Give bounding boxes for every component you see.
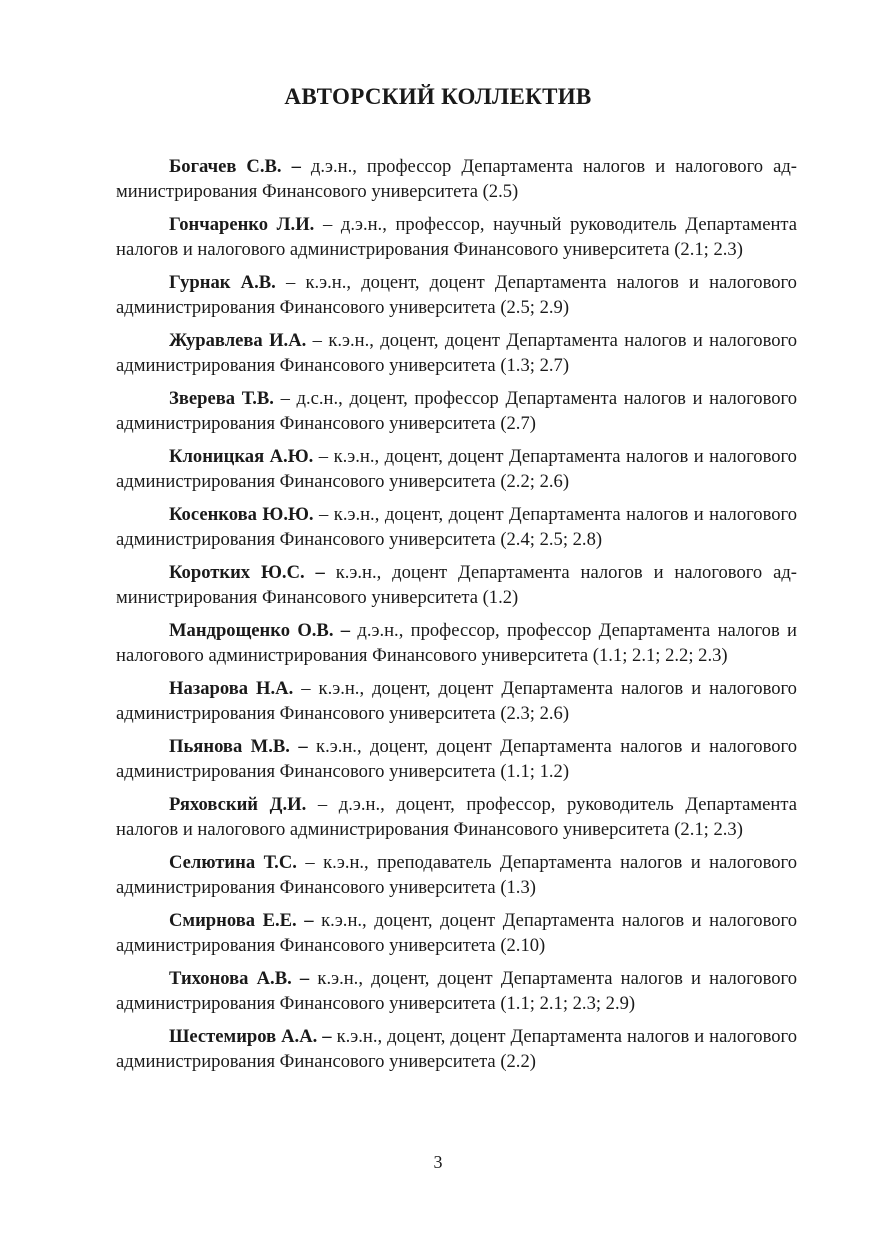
author-description: – д.э.н., доцент, профессор, руководитель Департамента налогов и налогового администрирования Финансового университета (2.1; 2.3) bbox=[116, 794, 797, 840]
author-description: д.э.н., профессор, профессор Департамента налогов и налогового администрирования Финансового университета (1.1; 2.1; 2.2; 2.3) bbox=[116, 620, 797, 666]
author-description: к.э.н., доцент, доцент Департамента налогов и налогового администрирования Финансового университета (2.10) bbox=[116, 910, 797, 956]
author-name: Зверева Т.В. bbox=[169, 388, 274, 409]
author-entry bbox=[116, 560, 797, 610]
author-description: – к.э.н., доцент, доцент Департамента налогов и налогового администрирования Финансового университета (2.4; 2.5; 2.8) bbox=[116, 504, 797, 550]
author-name: Мандрощенко О.В. – bbox=[169, 620, 351, 641]
author-name: Тихонова А.В. – bbox=[169, 968, 310, 989]
author-name: Шестемиров А.А. – bbox=[169, 1026, 332, 1047]
author-description: – к.э.н., доцент, доцент Департамента налогов и налогового администрирования Финансового университета (2.3; 2.6) bbox=[116, 678, 797, 724]
author-description: к.э.н., доцент, доцент Департамента налогов и налогового администрирования Финансового университета (1.1; 2.1; 2.3; 2.9) bbox=[116, 968, 797, 1014]
author-list bbox=[116, 154, 797, 1082]
author-name: Клоницкая А.Ю. bbox=[169, 446, 314, 467]
author-name: Гурнак А.В. bbox=[169, 272, 276, 293]
author-description: д.э.н., профессор Департамента налогов и налогового администрирования Финансового университета (2.5) bbox=[116, 156, 797, 202]
author-name: Косенкова Ю.Ю. bbox=[169, 504, 314, 525]
author-name: Пьянова М.В. – bbox=[169, 736, 308, 757]
author-name: Селютина Т.С. bbox=[169, 852, 297, 873]
page-number: 3 bbox=[433, 1152, 443, 1172]
author-entry bbox=[116, 444, 797, 494]
author-name: Смирнова Е.Е. – bbox=[169, 910, 314, 931]
author-description: к.э.н., доцент, доцент Департамента налогов и налогового администрирования Финансового университета (2.2) bbox=[116, 1026, 797, 1072]
author-description: к.э.н., доцент, доцент Департамента налогов и налогового администрирования Финансового университета (1.1; 1.2) bbox=[116, 736, 797, 782]
author-name: Назарова Н.А. bbox=[169, 678, 294, 699]
author-entry bbox=[116, 676, 797, 726]
author-entry bbox=[116, 908, 797, 958]
author-entry bbox=[116, 328, 797, 378]
author-entry bbox=[116, 850, 797, 900]
author-entry bbox=[116, 386, 797, 436]
author-name: Коротких Ю.С. – bbox=[169, 562, 325, 583]
author-entry bbox=[116, 270, 797, 320]
author-name: Гончаренко Л.И. bbox=[169, 214, 315, 235]
author-description: к.э.н., доцент Департамента налогов и налогового администрирования Финансового университета (1.2) bbox=[116, 562, 797, 608]
author-description: – к.э.н., доцент, доцент Департамента налогов и налогового администрирования Финансового университета (2.2; 2.6) bbox=[116, 446, 797, 492]
author-entry bbox=[116, 618, 797, 668]
author-name: Ряховский Д.И. bbox=[169, 794, 307, 815]
author-description: – к.э.н., доцент, доцент Департамента налогов и налогового администрирования Финансового университета (1.3; 2.7) bbox=[116, 330, 797, 376]
page-title: АВТОРСКИЙ КОЛЛЕКТИВ bbox=[284, 84, 592, 109]
author-description: – к.э.н., доцент, доцент Департамента налогов и налогового администрирования Финансового университета (2.5; 2.9) bbox=[116, 272, 797, 318]
author-description: – д.э.н., профессор, научный руководитель Департамента налогов и налогового администрирования Финансового университета (2.1; 2.3) bbox=[116, 214, 798, 260]
author-description: – к.э.н., преподаватель Департамента налогов и налогового администрирования Финансового университета (1.3) bbox=[116, 852, 797, 898]
author-entry bbox=[116, 502, 797, 552]
author-entry bbox=[116, 734, 797, 784]
author-entry bbox=[116, 154, 797, 204]
author-entry bbox=[116, 792, 797, 842]
author-description: – д.с.н., доцент, профессор Департамента налогов и налогового администрирования Финансового университета (2.7) bbox=[116, 388, 797, 434]
author-entry bbox=[116, 212, 797, 262]
author-entry bbox=[116, 1024, 797, 1074]
author-name: Журавлева И.А. bbox=[169, 330, 307, 351]
author-entry bbox=[116, 966, 797, 1016]
author-name: Богачев С.В. – bbox=[169, 156, 301, 177]
